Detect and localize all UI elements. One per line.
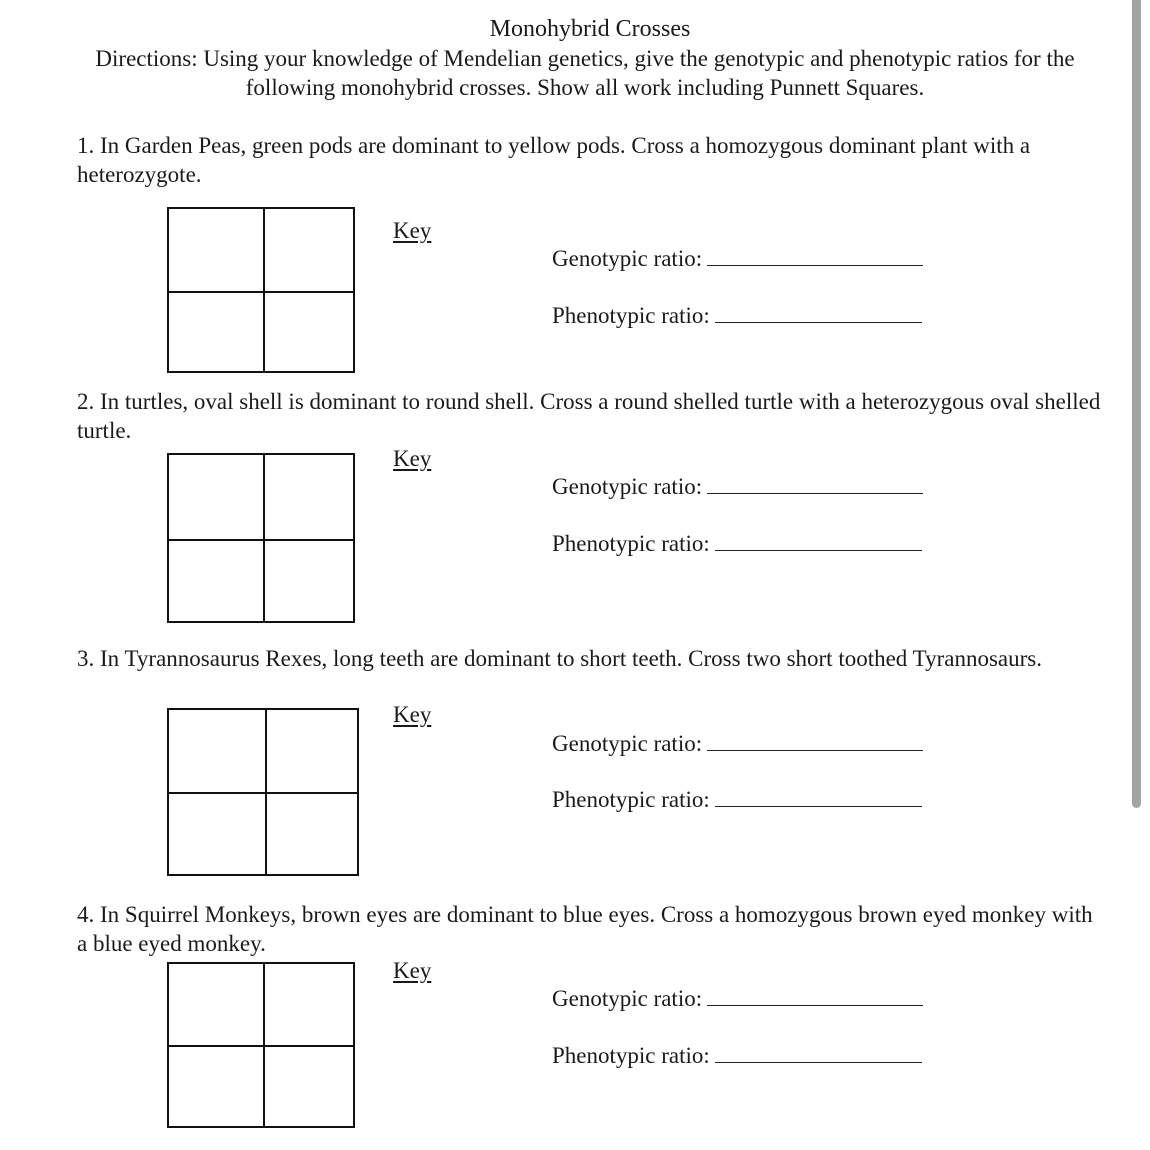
phenotypic-ratio-4 [552,1043,922,1069]
genotypic-ratio-3 [552,731,923,757]
genotypic-ratio-4 [552,986,923,1012]
punnett-square-4[interactable] [167,962,355,1128]
genotypic-ratio-blank[interactable] [707,987,923,1006]
punnett-square-2[interactable] [167,453,355,623]
genotypic-ratio-1 [552,246,923,272]
phenotypic-ratio-blank[interactable] [715,788,922,807]
phenotypic-ratio-blank[interactable] [715,304,922,323]
genotypic-ratio-label: Genotypic ratio: [552,986,703,1011]
phenotypic-ratio-label: Phenotypic ratio: [552,303,710,328]
genotypic-ratio-label: Genotypic ratio: [552,246,703,271]
genotypic-ratio-blank[interactable] [707,732,923,751]
punnett-divider-horizontal [169,539,353,541]
phenotypic-ratio-blank[interactable] [715,1044,922,1063]
punnett-divider-horizontal [169,291,353,293]
phenotypic-ratio-label: Phenotypic ratio: [552,531,710,556]
phenotypic-ratio-label: Phenotypic ratio: [552,787,710,812]
key-label-3: Key [393,702,432,727]
genotypic-ratio-blank[interactable] [707,475,923,494]
page-title: Monohybrid Crosses [489,16,691,42]
key-label-2: Key [393,446,432,471]
punnett-divider-horizontal [169,792,357,794]
question-3-text: 3. In Tyrannosaurus Rexes, long teeth are dominant to short teeth. Cross two short toothed Tyrannosaurs. [77,646,1042,671]
genotypic-ratio-blank[interactable] [707,247,923,266]
question-4-text: 4. In Squirrel Monkeys, brown eyes are dominant to blue eyes. Cross a homozygous brown eyed monkey with a blue eyed monkey. [77,902,1093,956]
question-1-text: 1. In Garden Peas, green pods are dominant to yellow pods. Cross a homozygous dominant plant with a heterozygote. [77,133,1031,187]
genotypic-ratio-label: Genotypic ratio: [552,731,703,756]
phenotypic-ratio-blank[interactable] [715,532,922,551]
genotypic-ratio-2 [552,474,923,500]
key-label-4: Key [393,958,432,983]
phenotypic-ratio-2 [552,531,922,557]
phenotypic-ratio-label: Phenotypic ratio: [552,1043,710,1068]
genotypic-ratio-label: Genotypic ratio: [552,474,703,499]
question-2-text: 2. In turtles, oval shell is dominant to round shell. Cross a round shelled turtle with a heterozygous oval shelled turtle. [77,389,1101,443]
key-label-1: Key [393,218,432,243]
punnett-divider-horizontal [169,1045,353,1047]
directions-text: Directions: Using your knowledge of Mendelian genetics, give the genotypic and phenotypic ratios for the following monohybrid crosses. Show all work including Punnett Squares. [95,46,1075,100]
vertical-scrollbar-thumb[interactable] [1132,0,1141,808]
punnett-square-3[interactable] [167,708,359,876]
phenotypic-ratio-1 [552,303,922,329]
punnett-divider-vertical [263,209,265,371]
punnett-divider-vertical [263,455,265,621]
phenotypic-ratio-3 [552,787,922,813]
punnett-square-1[interactable] [167,207,355,373]
